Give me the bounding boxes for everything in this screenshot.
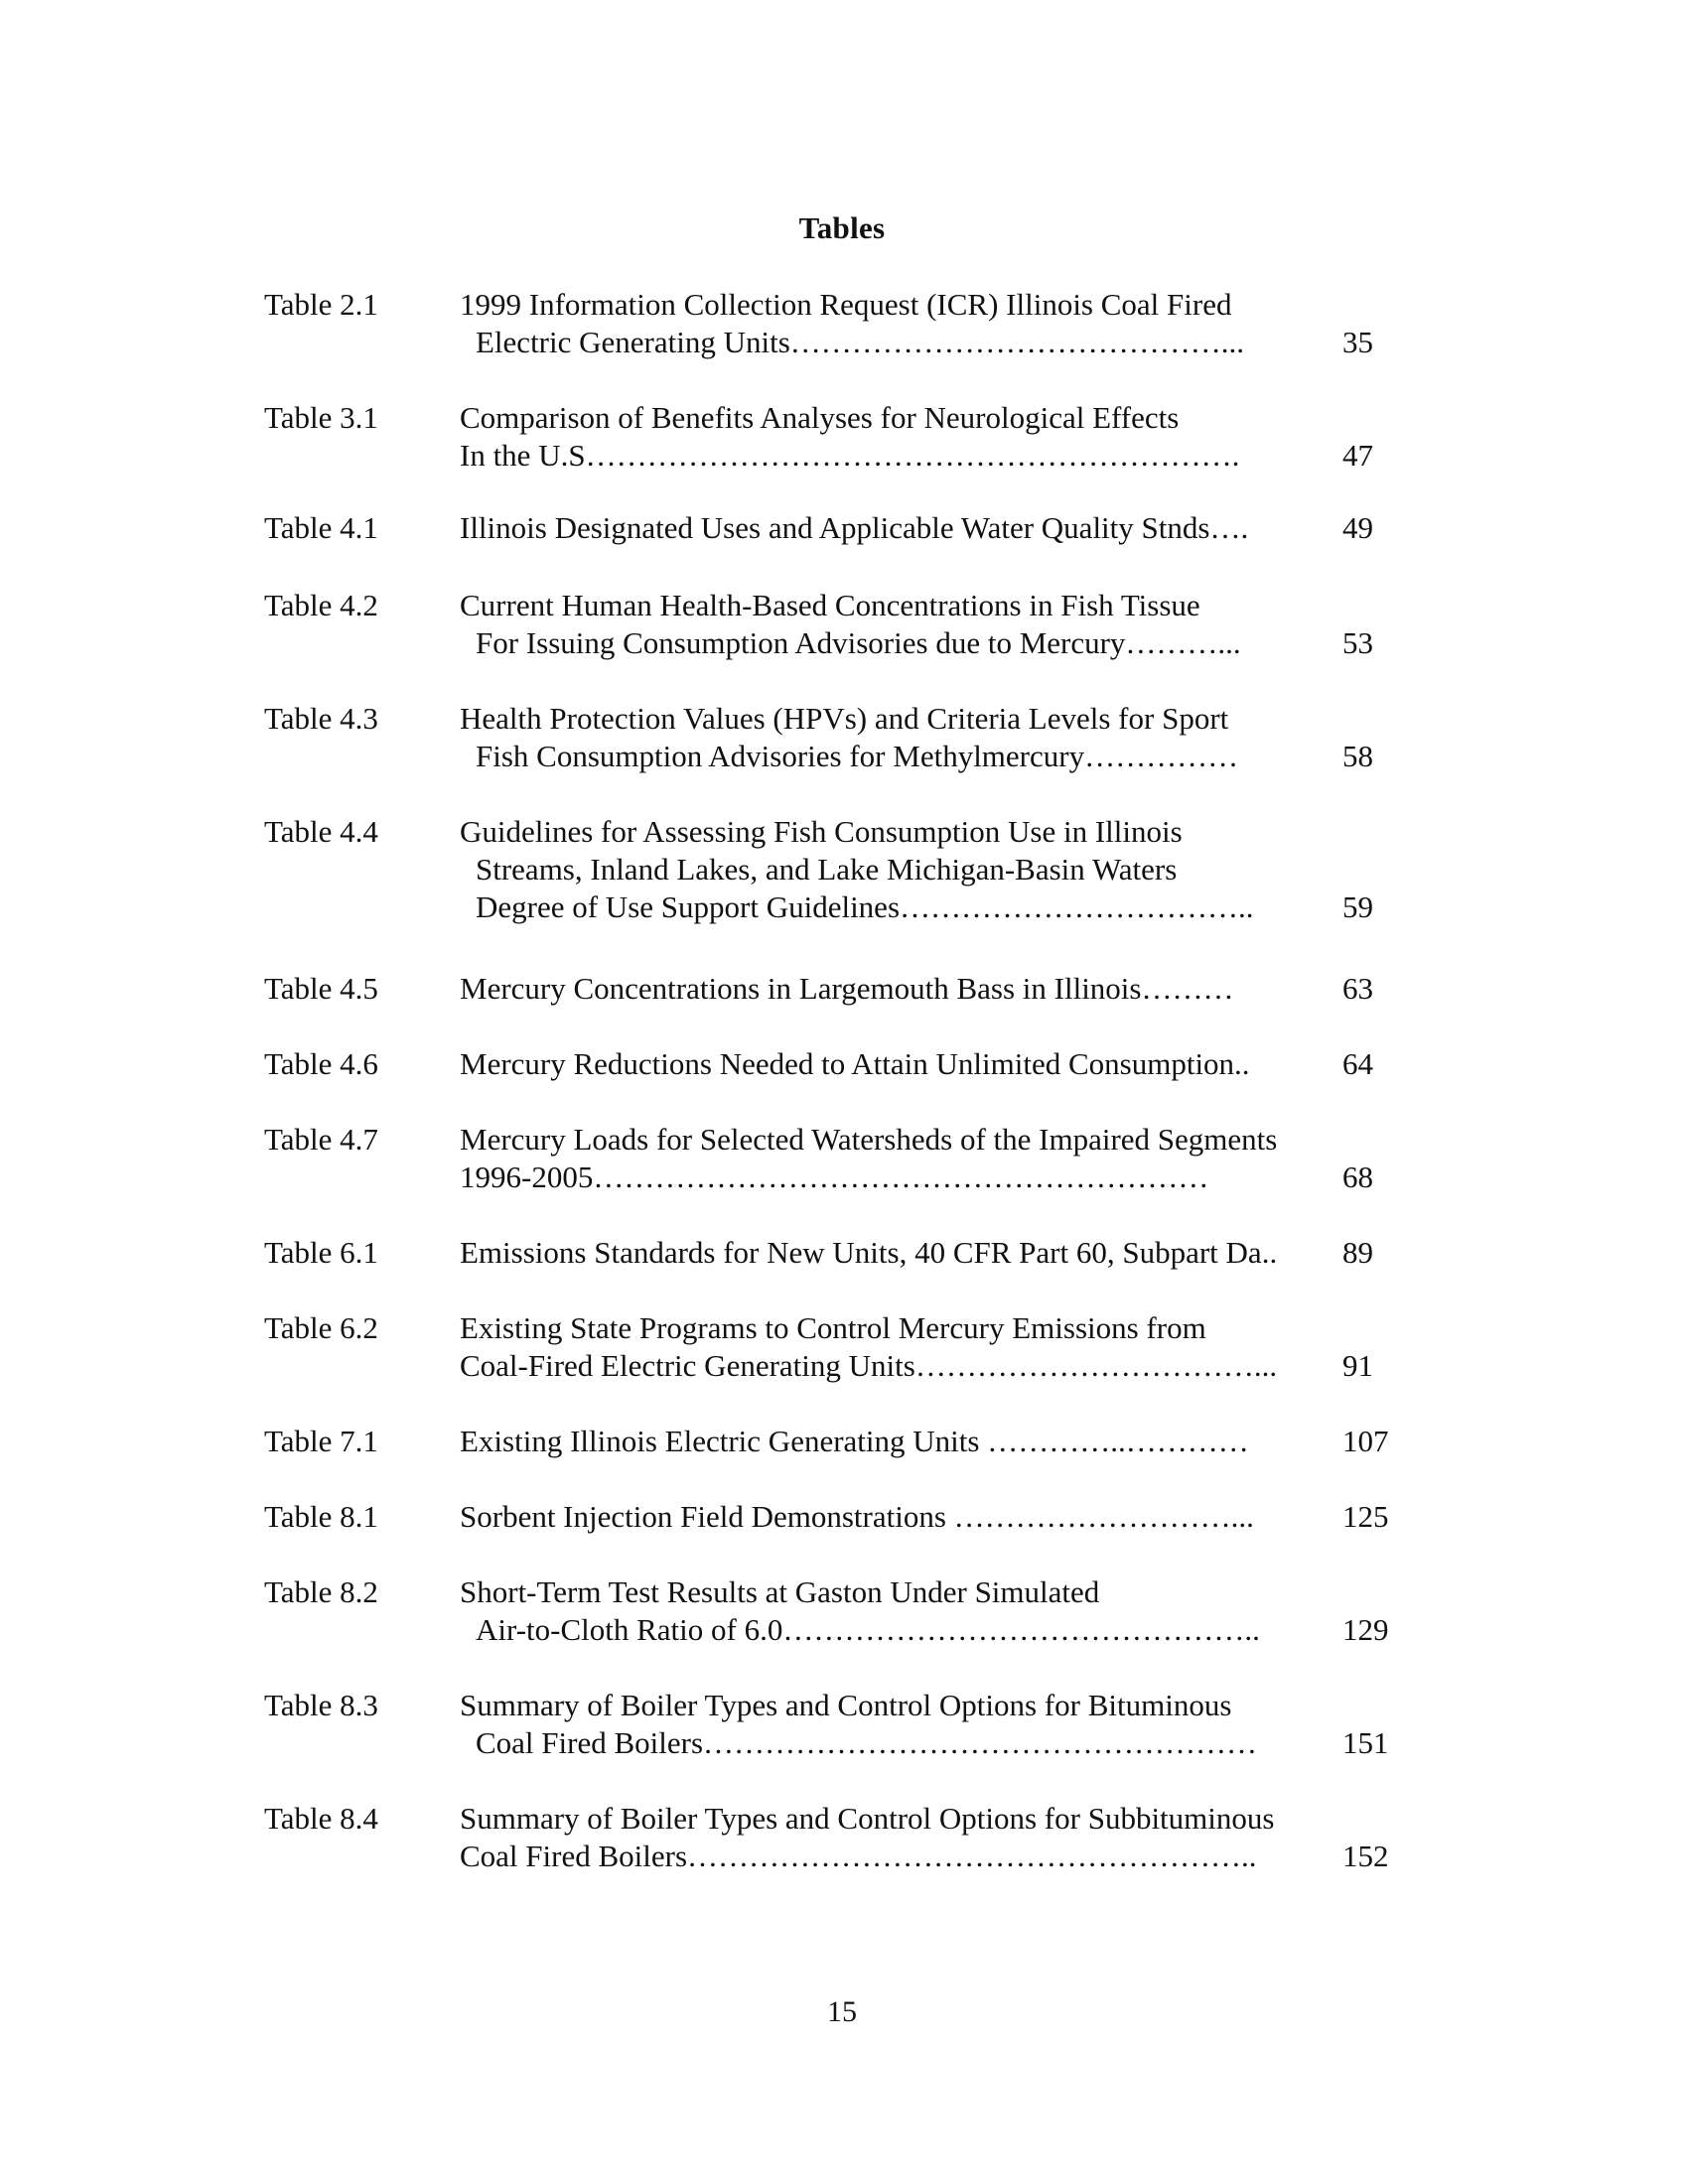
description-line: Current Human Health-Based Concentrations in Fish Tissue (460, 588, 1200, 622)
description-line: Degree of Use Support Guidelines…………………………….. (476, 889, 1254, 924)
table-label: Table 4.5 (264, 971, 378, 1006)
table-page-number: 91 (1342, 1348, 1373, 1383)
table-description (460, 1121, 1333, 1196)
description-line: Health Protection Values (HPVs) and Criteria Levels for Sport (460, 701, 1229, 736)
table-description (460, 700, 1333, 775)
description-line: Streams, Inland Lakes, and Lake Michigan-Basin Waters (476, 852, 1178, 887)
table-page-number: 89 (1342, 1235, 1373, 1270)
description-line: Short-Term Test Results at Gaston Under Simulated (460, 1574, 1100, 1609)
description-line: Guidelines for Assessing Fish Consumption Use in Illinois (460, 814, 1183, 849)
description-line: For Issuing Consumption Advisories due to Mercury………... (476, 625, 1241, 660)
table-page-number: 63 (1342, 971, 1373, 1006)
description-line: 1996-2005…………………………………………………… (460, 1160, 1209, 1194)
table-description (460, 1045, 1333, 1083)
table-page-number: 152 (1342, 1839, 1389, 1873)
table-label: Table 8.1 (264, 1499, 378, 1534)
table-page-number: 49 (1342, 510, 1373, 545)
table-description (460, 1309, 1333, 1385)
description-line: Mercury Reductions Needed to Attain Unlimited Consumption.. (460, 1046, 1250, 1081)
table-page-number: 47 (1342, 438, 1373, 473)
table-description (460, 1498, 1333, 1536)
description-line: In the U.S………………………………………………………. (460, 438, 1240, 473)
table-description (460, 1687, 1333, 1762)
table-label: Table 4.6 (264, 1046, 378, 1081)
table-label: Table 4.4 (264, 814, 378, 849)
description-line: Electric Generating Units……………………………………... (476, 325, 1245, 359)
table-label: Table 4.7 (264, 1122, 378, 1157)
description-line: Air-to-Cloth Ratio of 6.0……………………………………….. (476, 1612, 1260, 1647)
table-label: Table 3.1 (264, 400, 378, 435)
description-line: Coal Fired Boilers……………………………………………….. (460, 1839, 1257, 1873)
table-description (460, 813, 1333, 926)
description-line: Sorbent Injection Field Demonstrations ………………………... (460, 1499, 1254, 1534)
description-line: Illinois Designated Uses and Applicable Water Quality Stnds…. (460, 510, 1249, 545)
table-page-number: 58 (1342, 739, 1373, 773)
table-label: Table 4.2 (264, 588, 378, 622)
table-description (460, 1800, 1333, 1875)
table-page-number: 53 (1342, 625, 1373, 660)
page-number: 15 (827, 1995, 857, 2028)
table-page-number: 151 (1342, 1725, 1389, 1760)
description-line: Mercury Loads for Selected Watersheds of the Impaired Segments (460, 1122, 1278, 1157)
description-line: Fish Consumption Advisories for Methylmercury…………… (476, 739, 1239, 773)
description-line: Summary of Boiler Types and Control Options for Bituminous (460, 1688, 1232, 1722)
table-description (460, 1573, 1333, 1649)
table-label: Table 8.4 (264, 1801, 378, 1836)
table-label: Table 4.1 (264, 510, 378, 545)
table-label: Table 4.3 (264, 701, 378, 736)
description-line: Existing Illinois Electric Generating Units …………..………… (460, 1424, 1249, 1458)
table-page-number: 64 (1342, 1046, 1373, 1081)
table-page-number: 125 (1342, 1499, 1389, 1534)
description-line: Summary of Boiler Types and Control Options for Subbituminous (460, 1801, 1275, 1836)
description-line: Existing State Programs to Control Mercury Emissions from (460, 1310, 1206, 1345)
table-description (460, 1234, 1333, 1272)
table-page-number: 35 (1342, 325, 1373, 359)
table-label: Table 6.1 (264, 1235, 378, 1270)
page-title: Tables (798, 210, 886, 245)
table-description (460, 970, 1333, 1008)
table-description (460, 509, 1333, 547)
table-description (460, 1423, 1333, 1460)
description-line: Mercury Concentrations in Largemouth Bass in Illinois……… (460, 971, 1234, 1006)
table-label: Table 8.3 (264, 1688, 378, 1722)
table-description (460, 286, 1333, 361)
table-page-number: 59 (1342, 889, 1373, 924)
table-label: Table 7.1 (264, 1424, 378, 1458)
table-page-number: 68 (1342, 1160, 1373, 1194)
table-page-number: 129 (1342, 1612, 1389, 1647)
table-page-number: 107 (1342, 1424, 1389, 1458)
table-description (460, 587, 1333, 662)
description-line: Coal-Fired Electric Generating Units……………………………... (460, 1348, 1278, 1383)
table-description (460, 399, 1333, 475)
description-line: Emissions Standards for New Units, 40 CFR Part 60, Subpart Da.. (460, 1235, 1278, 1270)
description-line: Comparison of Benefits Analyses for Neurological Effects (460, 400, 1180, 435)
description-line: Coal Fired Boilers……………………………………………… (476, 1725, 1258, 1760)
description-line: 1999 Information Collection Request (ICR) Illinois Coal Fired (460, 287, 1232, 322)
table-label: Table 8.2 (264, 1574, 378, 1609)
table-label: Table 6.2 (264, 1310, 378, 1345)
table-label: Table 2.1 (264, 287, 378, 322)
